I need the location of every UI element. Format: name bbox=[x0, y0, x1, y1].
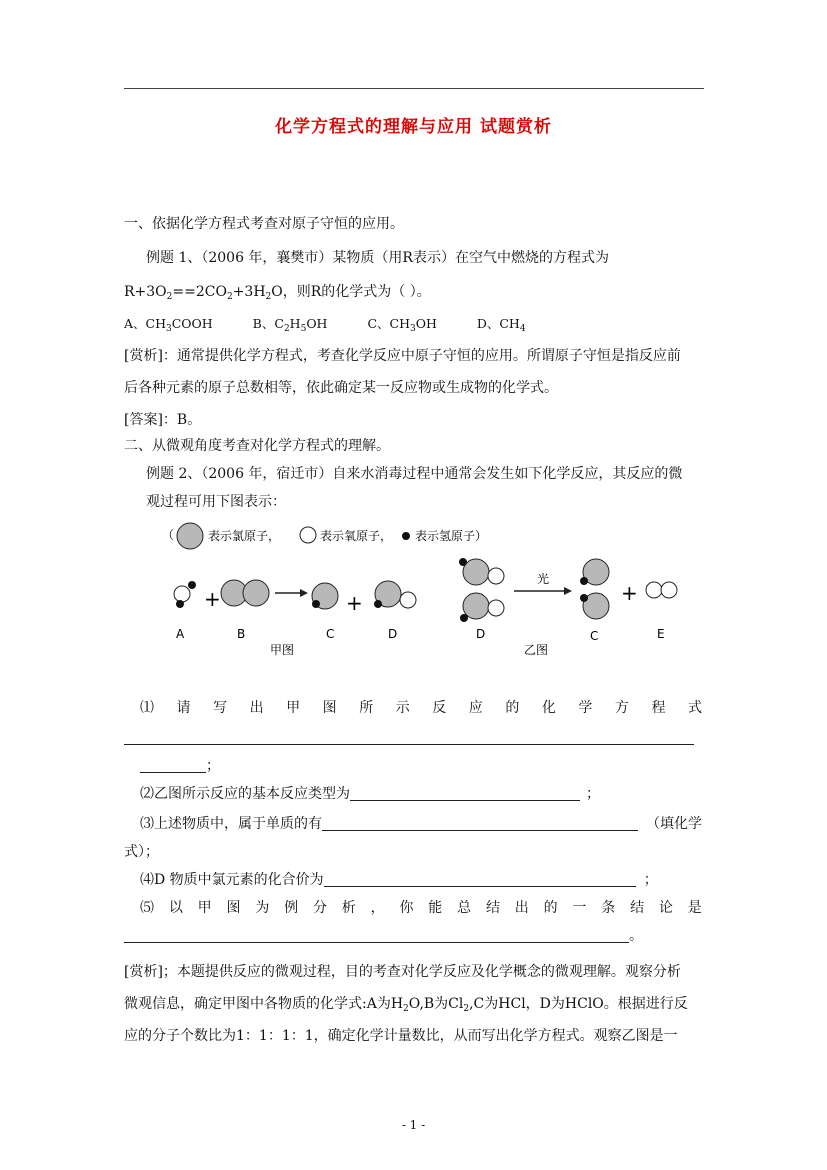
question3-blank[interactable] bbox=[322, 816, 638, 831]
option-c: C、$CH_3OH$ bbox=[367, 316, 437, 334]
plus-sign: + bbox=[204, 587, 221, 611]
molecule-b bbox=[221, 580, 269, 606]
question2: ⑵乙图所示反应的基本反应类型为 ； bbox=[140, 786, 600, 802]
svg-text:D: D bbox=[388, 627, 398, 641]
svg-text:表示氢原子）: 表示氢原子） bbox=[415, 529, 488, 543]
svg-text:光: 光 bbox=[537, 572, 550, 586]
plus-sign: + bbox=[346, 591, 363, 615]
question4: ⑷D 物质中氯元素的化合价为 ； bbox=[140, 872, 658, 888]
section1-heading: 一、依据化学方程式考查对原子守恒的应用。 bbox=[124, 216, 404, 232]
page-number: - 1 - bbox=[401, 1118, 426, 1132]
option-d: D、$CH_4$ bbox=[476, 316, 526, 334]
svg-text:B: B bbox=[237, 627, 246, 641]
svg-text:C: C bbox=[326, 627, 335, 641]
section2-heading: 二、从微观角度考查对化学方程式的理解。 bbox=[124, 438, 390, 454]
analysis1-line2: 后各种元素的原子总数相等，依此确定某一反应物或生成物的化学式。 bbox=[124, 380, 558, 396]
example2-line1: 例题 2、（2006 年，宿迁市）自来水消毒过程中通常会发生如下化学反应，其反应的微 bbox=[146, 466, 683, 482]
example1-equation: $R+3O_2==2CO_2+3H_2O$，则R的化学式为（ ）。 bbox=[124, 284, 431, 302]
svg-text:（: （ bbox=[162, 528, 175, 542]
question1: ⑴ 请 写 出 甲 图 所 示 反 应 的 化 学 方 程 式 bbox=[140, 700, 702, 716]
example2-line2: 观过程可用下图表示： bbox=[146, 494, 286, 510]
analysis2-line1: [赏析]；本题提供反应的微观过程，目的考查对化学反应及化学概念的微观理解。观察分析 bbox=[124, 964, 681, 980]
molecule-d-pair bbox=[459, 558, 504, 622]
svg-text:乙图: 乙图 bbox=[524, 643, 549, 657]
page-title: 化学方程式的理解与应用 试题赏析 bbox=[275, 117, 552, 137]
molecule-e bbox=[646, 582, 677, 598]
oxygen-atom-icon bbox=[300, 527, 316, 543]
hydrogen-atom-icon bbox=[402, 532, 410, 540]
reaction-diagram bbox=[160, 520, 700, 660]
svg-text:D: D bbox=[476, 627, 486, 641]
molecule-d bbox=[374, 581, 416, 608]
plus-sign: + bbox=[621, 581, 638, 605]
header-rule bbox=[124, 88, 704, 89]
question4-blank[interactable] bbox=[324, 872, 636, 887]
svg-text:E: E bbox=[657, 627, 665, 641]
option-b: B、$C_2H_5OH$ bbox=[252, 316, 328, 334]
molecule-c bbox=[312, 583, 338, 609]
analysis2-line2: 微观信息，确定甲图中各物质的化学式:A为$H_2O,B$为$Cl_2,C$为HCl，D为HClO。根据进行反 bbox=[124, 996, 688, 1014]
analysis2-line3: 应的分子个数比为1：1：1：1，确定化学计量数比，从而写出化学方程式。观察乙图是一 bbox=[124, 1028, 678, 1044]
reaction-arrow-yi bbox=[514, 571, 572, 595]
question3-cont: 式）； bbox=[124, 844, 159, 860]
svg-text:甲图: 甲图 bbox=[270, 643, 295, 657]
svg-text:表示氯原子，: 表示氯原子， bbox=[208, 529, 281, 543]
question1-answer-line2[interactable]: ； bbox=[140, 756, 220, 776]
svg-text:A: A bbox=[176, 627, 185, 641]
question5: ⑸ 以 甲 图 为 例 分 析 ， 你 能 总 结 出 的 一 条 结 论 是 bbox=[140, 900, 702, 916]
question1-answer-line[interactable] bbox=[124, 728, 694, 748]
reaction-arrow-jia bbox=[275, 589, 308, 597]
example1-line1: 例题 1、（2006 年，襄樊市）某物质（用R表示）在空气中燃烧的方程式为 bbox=[146, 250, 609, 266]
molecule-c-pair bbox=[580, 559, 609, 619]
diagram-labels bbox=[176, 627, 665, 657]
answer1: [答案]：B。 bbox=[124, 412, 202, 428]
svg-text:表示氧原子，: 表示氧原子， bbox=[320, 529, 393, 543]
question3: ⑶上述物质中，属于单质的有 （填化学 bbox=[140, 816, 702, 832]
question2-blank[interactable] bbox=[350, 786, 580, 801]
molecule-a bbox=[174, 581, 196, 608]
chlorine-atom-icon bbox=[177, 523, 203, 549]
diagram-legend bbox=[162, 523, 487, 549]
svg-text:C: C bbox=[590, 629, 599, 643]
question5-answer-line[interactable]: 。 bbox=[124, 926, 643, 946]
option-a: A、$CH_3COOH$ bbox=[124, 316, 213, 334]
example1-options bbox=[124, 314, 526, 339]
analysis1-line1: [赏析]：通常提供化学方程式，考查化学反应中原子守恒的应用。所谓原子守恒是指反应前 bbox=[124, 348, 681, 364]
